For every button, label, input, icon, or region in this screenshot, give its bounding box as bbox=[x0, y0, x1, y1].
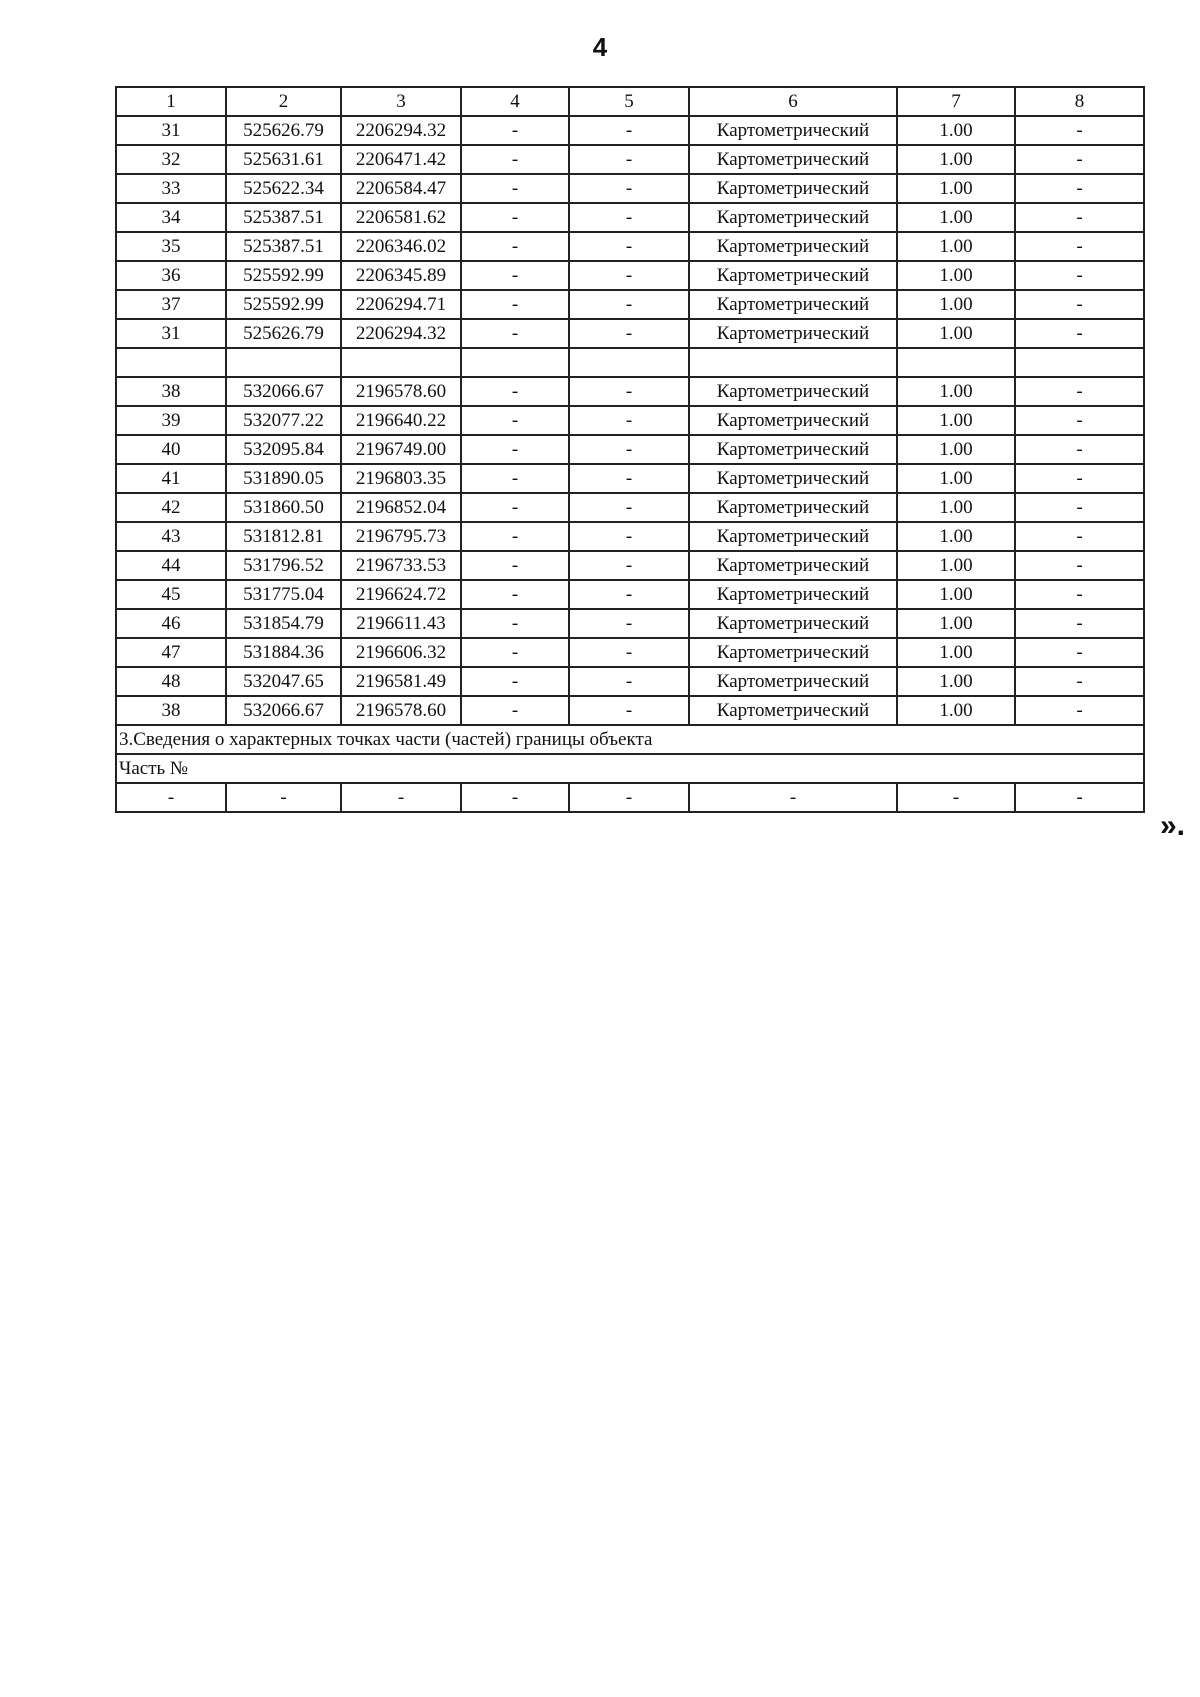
table-cell: - bbox=[569, 522, 689, 551]
table-cell: - bbox=[1015, 174, 1144, 203]
table-cell: 2196852.04 bbox=[341, 493, 461, 522]
table-row bbox=[116, 290, 1144, 319]
table-cell: - bbox=[1015, 406, 1144, 435]
table-cell: 1.00 bbox=[897, 319, 1015, 348]
table-cell: 1.00 bbox=[897, 638, 1015, 667]
table-cell: 1.00 bbox=[897, 667, 1015, 696]
table-cell: 48 bbox=[116, 667, 226, 696]
table-cell: 2196578.60 bbox=[341, 696, 461, 725]
table-cell: - bbox=[1015, 551, 1144, 580]
table-cell: 1.00 bbox=[897, 377, 1015, 406]
table-cell: - bbox=[1015, 116, 1144, 145]
table-cell: 2206471.42 bbox=[341, 145, 461, 174]
table-cell: - bbox=[461, 522, 569, 551]
table-cell: - bbox=[1015, 696, 1144, 725]
table-cell: 525387.51 bbox=[226, 232, 341, 261]
empty-cell bbox=[116, 348, 226, 377]
table-cell: 2196606.32 bbox=[341, 638, 461, 667]
table-cell: 1.00 bbox=[897, 435, 1015, 464]
table-cell: 47 bbox=[116, 638, 226, 667]
table-cell: - bbox=[461, 580, 569, 609]
table-cell: 2206345.89 bbox=[341, 261, 461, 290]
table-cell: - bbox=[461, 638, 569, 667]
table-cell: - bbox=[569, 493, 689, 522]
table-cell: 3 bbox=[341, 87, 461, 116]
table-cell: - bbox=[461, 232, 569, 261]
table-cell: 2206581.62 bbox=[341, 203, 461, 232]
table-cell: 42 bbox=[116, 493, 226, 522]
table-cell: Картометрический bbox=[689, 551, 897, 580]
table-cell: - bbox=[569, 580, 689, 609]
blank-separator-row bbox=[116, 348, 1144, 377]
table-cell: 525626.79 bbox=[226, 116, 341, 145]
table-cell: 2206584.47 bbox=[341, 174, 461, 203]
table-cell: Картометрический bbox=[689, 493, 897, 522]
table-cell: 1.00 bbox=[897, 290, 1015, 319]
table-cell: - bbox=[569, 783, 689, 812]
table-cell: 1.00 bbox=[897, 203, 1015, 232]
table-cell: 525622.34 bbox=[226, 174, 341, 203]
table-row bbox=[116, 493, 1144, 522]
table-cell: - bbox=[461, 696, 569, 725]
table-cell: - bbox=[1015, 464, 1144, 493]
table-cell: 2196803.35 bbox=[341, 464, 461, 493]
table-cell: - bbox=[569, 667, 689, 696]
table-cell: - bbox=[1015, 783, 1144, 812]
table-cell: Картометрический bbox=[689, 319, 897, 348]
table-cell: - bbox=[461, 667, 569, 696]
table-row bbox=[116, 580, 1144, 609]
empty-cell bbox=[461, 348, 569, 377]
table-cell: 8 bbox=[1015, 87, 1144, 116]
table-cell: 525592.99 bbox=[226, 290, 341, 319]
table-cell: - bbox=[569, 232, 689, 261]
table-cell: 531812.81 bbox=[226, 522, 341, 551]
table-cell: 2196611.43 bbox=[341, 609, 461, 638]
table-cell: 1.00 bbox=[897, 551, 1015, 580]
table-cell: Картометрический bbox=[689, 522, 897, 551]
table-cell: 2196733.53 bbox=[341, 551, 461, 580]
table-cell: - bbox=[569, 435, 689, 464]
table-row bbox=[116, 377, 1144, 406]
table-cell: 2196624.72 bbox=[341, 580, 461, 609]
table-cell: - bbox=[461, 203, 569, 232]
table-cell: - bbox=[569, 551, 689, 580]
table-cell: 40 bbox=[116, 435, 226, 464]
table-cell: 1.00 bbox=[897, 174, 1015, 203]
table-cell: Картометрический bbox=[689, 116, 897, 145]
table-cell: Картометрический bbox=[689, 174, 897, 203]
table-cell: Картометрический bbox=[689, 232, 897, 261]
table-cell: 2196578.60 bbox=[341, 377, 461, 406]
table-row bbox=[116, 406, 1144, 435]
table-cell: - bbox=[689, 783, 897, 812]
table-cell: 1.00 bbox=[897, 406, 1015, 435]
table-cell: 2206294.71 bbox=[341, 290, 461, 319]
table-cell: - bbox=[461, 435, 569, 464]
table-cell: 44 bbox=[116, 551, 226, 580]
table-cell: - bbox=[1015, 377, 1144, 406]
table-row bbox=[116, 667, 1144, 696]
table-cell: - bbox=[1015, 522, 1144, 551]
table-cell: Картометрический bbox=[689, 290, 897, 319]
table-cell: Картометрический bbox=[689, 406, 897, 435]
table-cell: - bbox=[226, 783, 341, 812]
table-cell: - bbox=[341, 783, 461, 812]
table-cell: 6 bbox=[689, 87, 897, 116]
table-cell: 531854.79 bbox=[226, 609, 341, 638]
table-cell: 35 bbox=[116, 232, 226, 261]
coordinates-table bbox=[115, 86, 1145, 813]
table-cell: 46 bbox=[116, 609, 226, 638]
table-row bbox=[116, 145, 1144, 174]
table-cell: - bbox=[461, 116, 569, 145]
table-cell: - bbox=[1015, 638, 1144, 667]
table-cell: 1.00 bbox=[897, 493, 1015, 522]
empty-cell bbox=[689, 348, 897, 377]
table-cell: - bbox=[1015, 203, 1144, 232]
table-row bbox=[116, 261, 1144, 290]
table-cell: 531884.36 bbox=[226, 638, 341, 667]
part-data-row bbox=[116, 783, 1144, 812]
section-3-title: 3.Сведения о характерных точках части (частей) границы объекта bbox=[116, 725, 1144, 754]
table-cell: 531890.05 bbox=[226, 464, 341, 493]
table-row bbox=[116, 464, 1144, 493]
table-cell: 2206294.32 bbox=[341, 319, 461, 348]
table-cell: 31 bbox=[116, 319, 226, 348]
table-cell: 1.00 bbox=[897, 580, 1015, 609]
table-body bbox=[116, 87, 1144, 812]
table-cell: Картометрический bbox=[689, 203, 897, 232]
table-cell: - bbox=[569, 261, 689, 290]
table-cell: 7 bbox=[897, 87, 1015, 116]
table-cell: - bbox=[569, 638, 689, 667]
table-cell: 532047.65 bbox=[226, 667, 341, 696]
table-cell: 34 bbox=[116, 203, 226, 232]
empty-cell bbox=[897, 348, 1015, 377]
table-cell: - bbox=[1015, 232, 1144, 261]
empty-cell bbox=[341, 348, 461, 377]
table-cell: Картометрический bbox=[689, 609, 897, 638]
table-cell: 525626.79 bbox=[226, 319, 341, 348]
section-3-title-row bbox=[116, 725, 1144, 754]
table-cell: - bbox=[1015, 290, 1144, 319]
table-cell: - bbox=[1015, 667, 1144, 696]
table-cell: Картометрический bbox=[689, 580, 897, 609]
table-cell: 38 bbox=[116, 696, 226, 725]
table-cell: - bbox=[1015, 609, 1144, 638]
table-cell: 31 bbox=[116, 116, 226, 145]
table-cell: - bbox=[1015, 261, 1144, 290]
table-cell: Картометрический bbox=[689, 145, 897, 174]
table-cell: 525592.99 bbox=[226, 261, 341, 290]
table-cell: 2196749.00 bbox=[341, 435, 461, 464]
table-cell: 4 bbox=[461, 87, 569, 116]
header-row bbox=[116, 87, 1144, 116]
table-cell: 39 bbox=[116, 406, 226, 435]
table-cell: - bbox=[569, 464, 689, 493]
table-cell: Картометрический bbox=[689, 261, 897, 290]
table-cell: - bbox=[461, 290, 569, 319]
table-row bbox=[116, 319, 1144, 348]
table-cell: - bbox=[461, 174, 569, 203]
table-cell: 531860.50 bbox=[226, 493, 341, 522]
table-cell: - bbox=[569, 406, 689, 435]
part-number-label: Часть № bbox=[116, 754, 1144, 783]
table-row bbox=[116, 609, 1144, 638]
table-cell: 5 bbox=[569, 87, 689, 116]
table-cell: - bbox=[461, 406, 569, 435]
table-cell: 532066.67 bbox=[226, 377, 341, 406]
table-cell: 2206346.02 bbox=[341, 232, 461, 261]
page-number: 4 bbox=[592, 32, 608, 62]
table-cell: - bbox=[116, 783, 226, 812]
table-cell: - bbox=[1015, 145, 1144, 174]
table-cell: Картометрический bbox=[689, 464, 897, 493]
table-cell: 33 bbox=[116, 174, 226, 203]
table-cell: 37 bbox=[116, 290, 226, 319]
table-cell: Картометрический bbox=[689, 377, 897, 406]
table-cell: - bbox=[569, 145, 689, 174]
table-cell: 532095.84 bbox=[226, 435, 341, 464]
table-cell: - bbox=[569, 696, 689, 725]
empty-cell bbox=[1015, 348, 1144, 377]
table-cell: - bbox=[569, 377, 689, 406]
table-cell: 41 bbox=[116, 464, 226, 493]
table-cell: - bbox=[1015, 580, 1144, 609]
table-cell: 531796.52 bbox=[226, 551, 341, 580]
table-row bbox=[116, 174, 1144, 203]
table-cell: 1.00 bbox=[897, 145, 1015, 174]
table-row bbox=[116, 203, 1144, 232]
table-cell: 1.00 bbox=[897, 522, 1015, 551]
table-cell: - bbox=[461, 464, 569, 493]
table-cell: 2 bbox=[226, 87, 341, 116]
table-cell: Картометрический bbox=[689, 435, 897, 464]
table-cell: - bbox=[569, 319, 689, 348]
table-row bbox=[116, 232, 1144, 261]
table-cell: 1.00 bbox=[897, 232, 1015, 261]
table-cell: 1.00 bbox=[897, 609, 1015, 638]
table-cell: 525387.51 bbox=[226, 203, 341, 232]
table-cell: - bbox=[461, 493, 569, 522]
table-row bbox=[116, 435, 1144, 464]
table-row bbox=[116, 551, 1144, 580]
table-cell: - bbox=[461, 551, 569, 580]
table-cell: Картометрический bbox=[689, 638, 897, 667]
table-cell: Картометрический bbox=[689, 667, 897, 696]
part-number-label-row bbox=[116, 754, 1144, 783]
table-cell: - bbox=[569, 290, 689, 319]
table-cell: - bbox=[1015, 319, 1144, 348]
table-cell: - bbox=[461, 609, 569, 638]
table-cell: - bbox=[1015, 435, 1144, 464]
table-cell: 2196581.49 bbox=[341, 667, 461, 696]
table-row bbox=[116, 522, 1144, 551]
table-row bbox=[116, 696, 1144, 725]
table-cell: 525631.61 bbox=[226, 145, 341, 174]
table-cell: - bbox=[461, 783, 569, 812]
table-cell: 1.00 bbox=[897, 116, 1015, 145]
table-cell: - bbox=[897, 783, 1015, 812]
table-cell: 36 bbox=[116, 261, 226, 290]
table-cell: Картометрический bbox=[689, 696, 897, 725]
table-cell: - bbox=[1015, 493, 1144, 522]
table-cell: 2196640.22 bbox=[341, 406, 461, 435]
table-cell: 32 bbox=[116, 145, 226, 174]
table-cell: 38 bbox=[116, 377, 226, 406]
table-cell: 532077.22 bbox=[226, 406, 341, 435]
table-cell: - bbox=[461, 145, 569, 174]
table-cell: 45 bbox=[116, 580, 226, 609]
table-cell: - bbox=[569, 203, 689, 232]
table-cell: 2196795.73 bbox=[341, 522, 461, 551]
table-cell: 1.00 bbox=[897, 696, 1015, 725]
table-cell: - bbox=[569, 174, 689, 203]
table-cell: 1.00 bbox=[897, 464, 1015, 493]
table-cell: 1.00 bbox=[897, 261, 1015, 290]
empty-cell bbox=[569, 348, 689, 377]
table-cell: 532066.67 bbox=[226, 696, 341, 725]
table-row bbox=[116, 638, 1144, 667]
empty-cell bbox=[226, 348, 341, 377]
table-cell: - bbox=[569, 609, 689, 638]
table-cell: 531775.04 bbox=[226, 580, 341, 609]
table-cell: - bbox=[461, 377, 569, 406]
table-cell: 2206294.32 bbox=[341, 116, 461, 145]
table-row bbox=[116, 116, 1144, 145]
table-cell: - bbox=[569, 116, 689, 145]
table-cell: - bbox=[461, 261, 569, 290]
table-cell: - bbox=[461, 319, 569, 348]
table-cell: 43 bbox=[116, 522, 226, 551]
closing-quote-mark: ». bbox=[1160, 809, 1186, 842]
table-cell: 1 bbox=[116, 87, 226, 116]
